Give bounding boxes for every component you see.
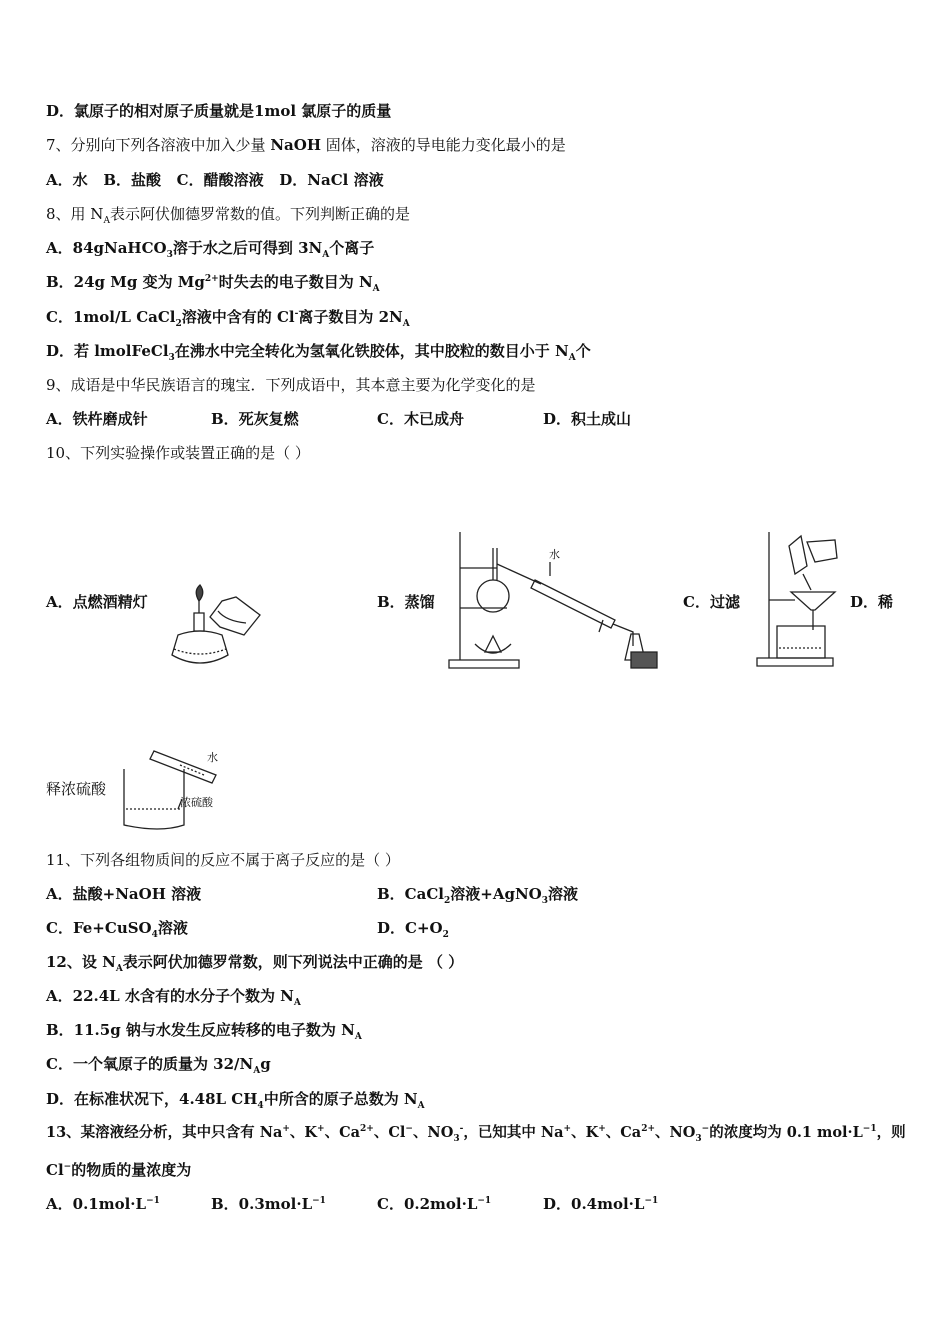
question-13-continued: Cl−的物质的量浓度为 (46, 1161, 192, 1179)
question-9: 9、成语是中华民族语言的瑰宝．下列成语中，其本意主要为化学变化的是 (46, 376, 536, 394)
question-11-option-b: B．CaCl$_2$溶液+AgNO$_3$溶液 (377, 885, 579, 906)
question-10-option-d-continued: 释浓硫酸 (46, 780, 107, 798)
question-12-option-b: B．11.5g 钠与水发生反应转移的电子数为 $N_A$ (46, 1021, 362, 1042)
question-13-option-a: A．$0.1mol\cdot L^{-1}$ (46, 1195, 160, 1213)
question-11-option-a: A．盐酸+NaOH 溶液 (46, 885, 202, 903)
alcohol-lamp-figure (160, 583, 270, 673)
question-9-option-a: A．铁杵磨成针 (46, 410, 148, 428)
question-9-option-c: C．木已成舟 (377, 410, 464, 428)
question-13-option-b: B．$0.3mol\cdot L^{-1}$ (211, 1195, 326, 1213)
question-7: 7、分别向下列各溶液中加入少量 NaOH 固体，溶液的导电能力变化最小的是 (46, 136, 566, 154)
question-8-option-a: A．84gNaHCO$_3$溶于水之后可得到 $3N_A$个离子 (46, 239, 375, 260)
question-12-option-d: D．在标准状况下，4.48L $CH_4$中所含的原子总数为 $N_A$ (46, 1090, 425, 1111)
question-10-option-c: C．过滤 (683, 593, 740, 611)
question-10-option-a: A．点燃酒精灯 (46, 593, 148, 611)
question-10-option-b: B．蒸馏 (377, 593, 435, 611)
question-13-option-d: D．$0.4mol\cdot L^{-1}$ (543, 1195, 659, 1213)
question-8: 8、用 $N_A$表示阿伏伽德罗常数的值。下列判断正确的是 (46, 205, 410, 226)
question-9-option-b: B．死灰复燃 (211, 410, 299, 428)
question-8-option-b: B．24g Mg 变为 $Mg^{2+}$时失去的电子数目为 $N_A$ (46, 273, 380, 294)
question-7-options: A．水 B．盐酸 C．醋酸溶液 D．NaCl 溶液 (46, 171, 384, 189)
water-label-dilution: 水 (207, 751, 218, 764)
question-13-option-c: C．$0.2mol\cdot L^{-1}$ (377, 1195, 492, 1213)
acid-label: 浓硫酸 (180, 796, 213, 809)
filtration-apparatus-figure (755, 530, 845, 670)
question-10-option-d: D．稀 (850, 593, 894, 611)
question-12-option-a: A．22.4L 水含有的水分子个数为 $N_A$ (46, 987, 301, 1008)
question-8-option-c: C．1mol/L CaCl$_2$溶液中含有的 Cl-离子数目为 $2N_A$ (46, 308, 410, 329)
question-12-option-c: C．一个氧原子的质量为 $32/N_Ag$ (46, 1055, 271, 1076)
question-11-option-d: D．$C+O_2$ (377, 919, 449, 940)
question-12: 12、设 $N_A$表示阿伏加德罗常数，则下列说法中正确的是 （ ） (46, 953, 464, 974)
question-11-option-c: C．Fe+CuSO$_4$溶液 (46, 919, 188, 940)
water-label-distillation: 水 (549, 548, 560, 561)
question-13: 13、某溶液经分析，其中只含有 Na+、K+、$Ca^{2+}$、Cl−、$NO_3^-$，已知其中 Na+、K+、$Ca^{2+}$、$NO_3^-$的浓度均为 0.1 $mol\cdot L^{-1}$，则 (46, 1124, 906, 1144)
question-8-option-d: D．若 lmolFeCl$_3$在沸水中完全转化为氢氧化铁胶体，其中胶粒的数目小于 $N_A$个 (46, 342, 591, 363)
option-d-q6: D．氯原子的相对原子质量就是1mol 氯原子的质量 (46, 102, 392, 120)
question-9-option-d: D．积土成山 (543, 410, 632, 428)
question-10: 10、下列实验操作或装置正确的是（ ） (46, 444, 310, 462)
question-11: 11、下列各组物质间的反应不属于离子反应的是（ ） (46, 851, 400, 869)
